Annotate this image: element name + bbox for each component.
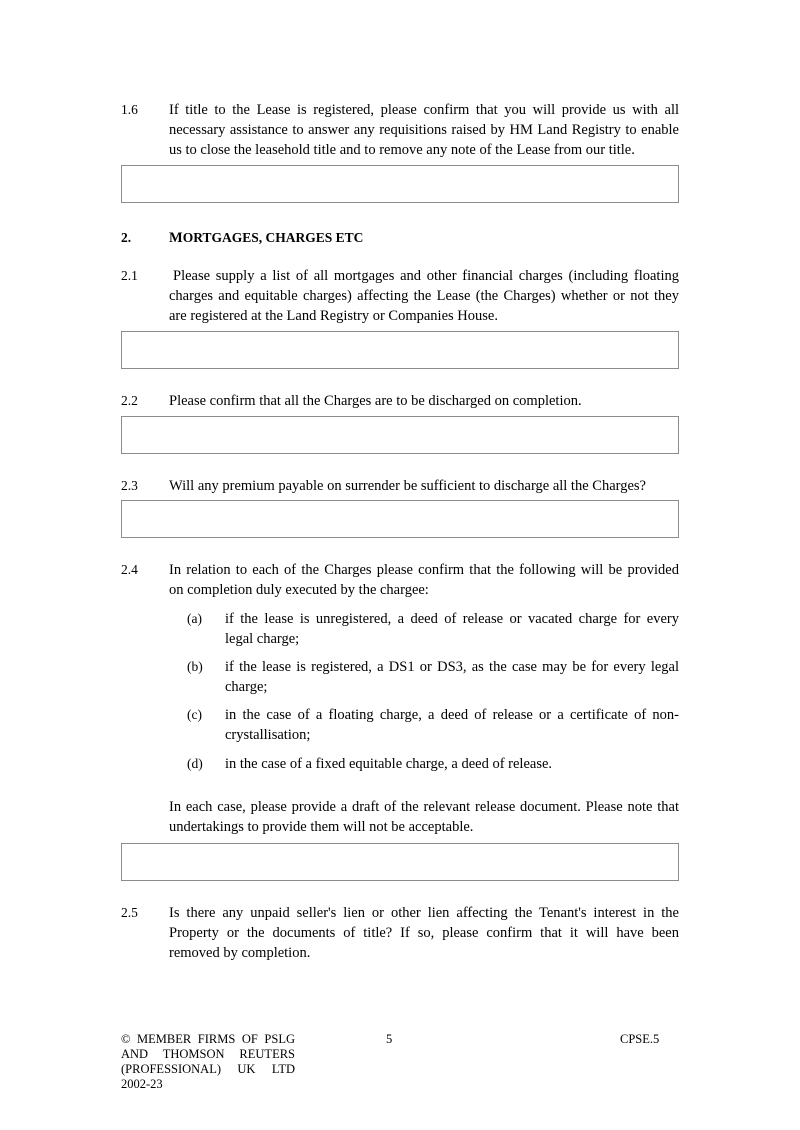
answer-box-2-3[interactable] — [121, 500, 679, 538]
list-item-label-b: (b) — [187, 659, 203, 674]
text-line: Is there any unpaid seller's lien or other lien affecting the Tenant's interest in the — [169, 905, 679, 921]
answer-box-2-1[interactable] — [121, 331, 679, 369]
text-line: In relation to each of the Charges please confirm that the following will be provided — [169, 562, 679, 578]
text-line: on completion duly executed by the chargee: — [169, 582, 429, 598]
text-line: legal charge; — [225, 631, 300, 647]
question-1-6-text — [169, 100, 679, 160]
question-2-2-text: Please confirm that all the Charges are to be discharged on completion. — [169, 393, 582, 409]
question-2-4-note — [169, 797, 679, 837]
text-line: undertakings to provide them will not be acceptable. — [169, 819, 474, 835]
footer-copyright-line: 2002-23 — [121, 1077, 163, 1091]
question-number-1-6: 1.6 — [121, 102, 138, 117]
text-line: are registered at the Land Registry or Companies House. — [169, 308, 498, 324]
footer-copyright-line: (PROFESSIONAL) UK LTD — [121, 1062, 295, 1076]
footer-copyright-line: © MEMBER FIRMS OF PSLG — [121, 1032, 295, 1046]
text-line: if the lease is unregistered, a deed of release or vacated charge for every — [225, 611, 679, 627]
text-line: crystallisation; — [225, 727, 311, 743]
list-item-label-d: (d) — [187, 756, 203, 771]
footer-copyright — [121, 1032, 295, 1092]
list-item-d — [225, 754, 679, 774]
section-number-2: 2. — [121, 230, 132, 245]
text-line: if the lease is registered, a DS1 or DS3, as the case may be for every legal — [225, 659, 679, 675]
text-line: Property or the documents of title? If so, please confirm that it will have been — [169, 925, 679, 941]
question-number-2-5: 2.5 — [121, 905, 138, 920]
text-line: charge; — [225, 679, 268, 695]
question-number-2-1: 2.1 — [121, 268, 138, 283]
question-number-2-2: 2.2 — [121, 393, 138, 408]
text-line: Please supply a list of all mortgages and other financial charges (including floating — [173, 268, 679, 284]
heading-rest: ORTGAGES, CHARGES ETC — [182, 230, 364, 245]
footer-copyright-line: AND THOMSON REUTERS — [121, 1047, 295, 1061]
text-line: If title to the Lease is registered, please confirm that you will provide us with all — [169, 102, 679, 118]
question-number-2-3: 2.3 — [121, 478, 138, 493]
text-line: removed by completion. — [169, 945, 311, 961]
answer-box-2-2[interactable] — [121, 416, 679, 454]
heading-initial: M — [169, 230, 183, 246]
document-code: CPSE.5 — [620, 1032, 660, 1046]
text-line: in the case of a floating charge, a deed of release or a certificate of non- — [225, 707, 679, 723]
text-line: charges and equitable charges) affecting the Lease (the Charges) whether or not they — [169, 288, 679, 304]
question-number-2-4: 2.4 — [121, 562, 138, 577]
text-line: In each case, please provide a draft of the relevant release document. Please note that — [169, 799, 679, 815]
question-2-4-text — [169, 560, 679, 600]
question-2-5-text — [169, 903, 679, 963]
question-2-3-text: Will any premium payable on surrender be sufficient to discharge all the Charges? — [169, 478, 646, 494]
text-line: necessary assistance to answer any requisitions raised by HM Land Registry to enable — [169, 122, 679, 138]
list-item-b — [225, 657, 679, 697]
answer-box-2-4[interactable] — [121, 843, 679, 881]
text-line: us to close the leasehold title and to remove any note of the Lease from our title. — [169, 142, 635, 158]
question-2-1-text — [169, 266, 679, 326]
list-item-c — [225, 705, 679, 745]
text-line: in the case of a fixed equitable charge, a deed of release. — [225, 756, 553, 772]
list-item-label-c: (c) — [187, 707, 202, 722]
section-heading-mortgages-charges — [169, 228, 363, 248]
page-number: 5 — [386, 1032, 393, 1046]
list-item-a — [225, 609, 679, 649]
answer-box-1-6[interactable] — [121, 165, 679, 203]
list-item-label-a: (a) — [187, 611, 202, 626]
